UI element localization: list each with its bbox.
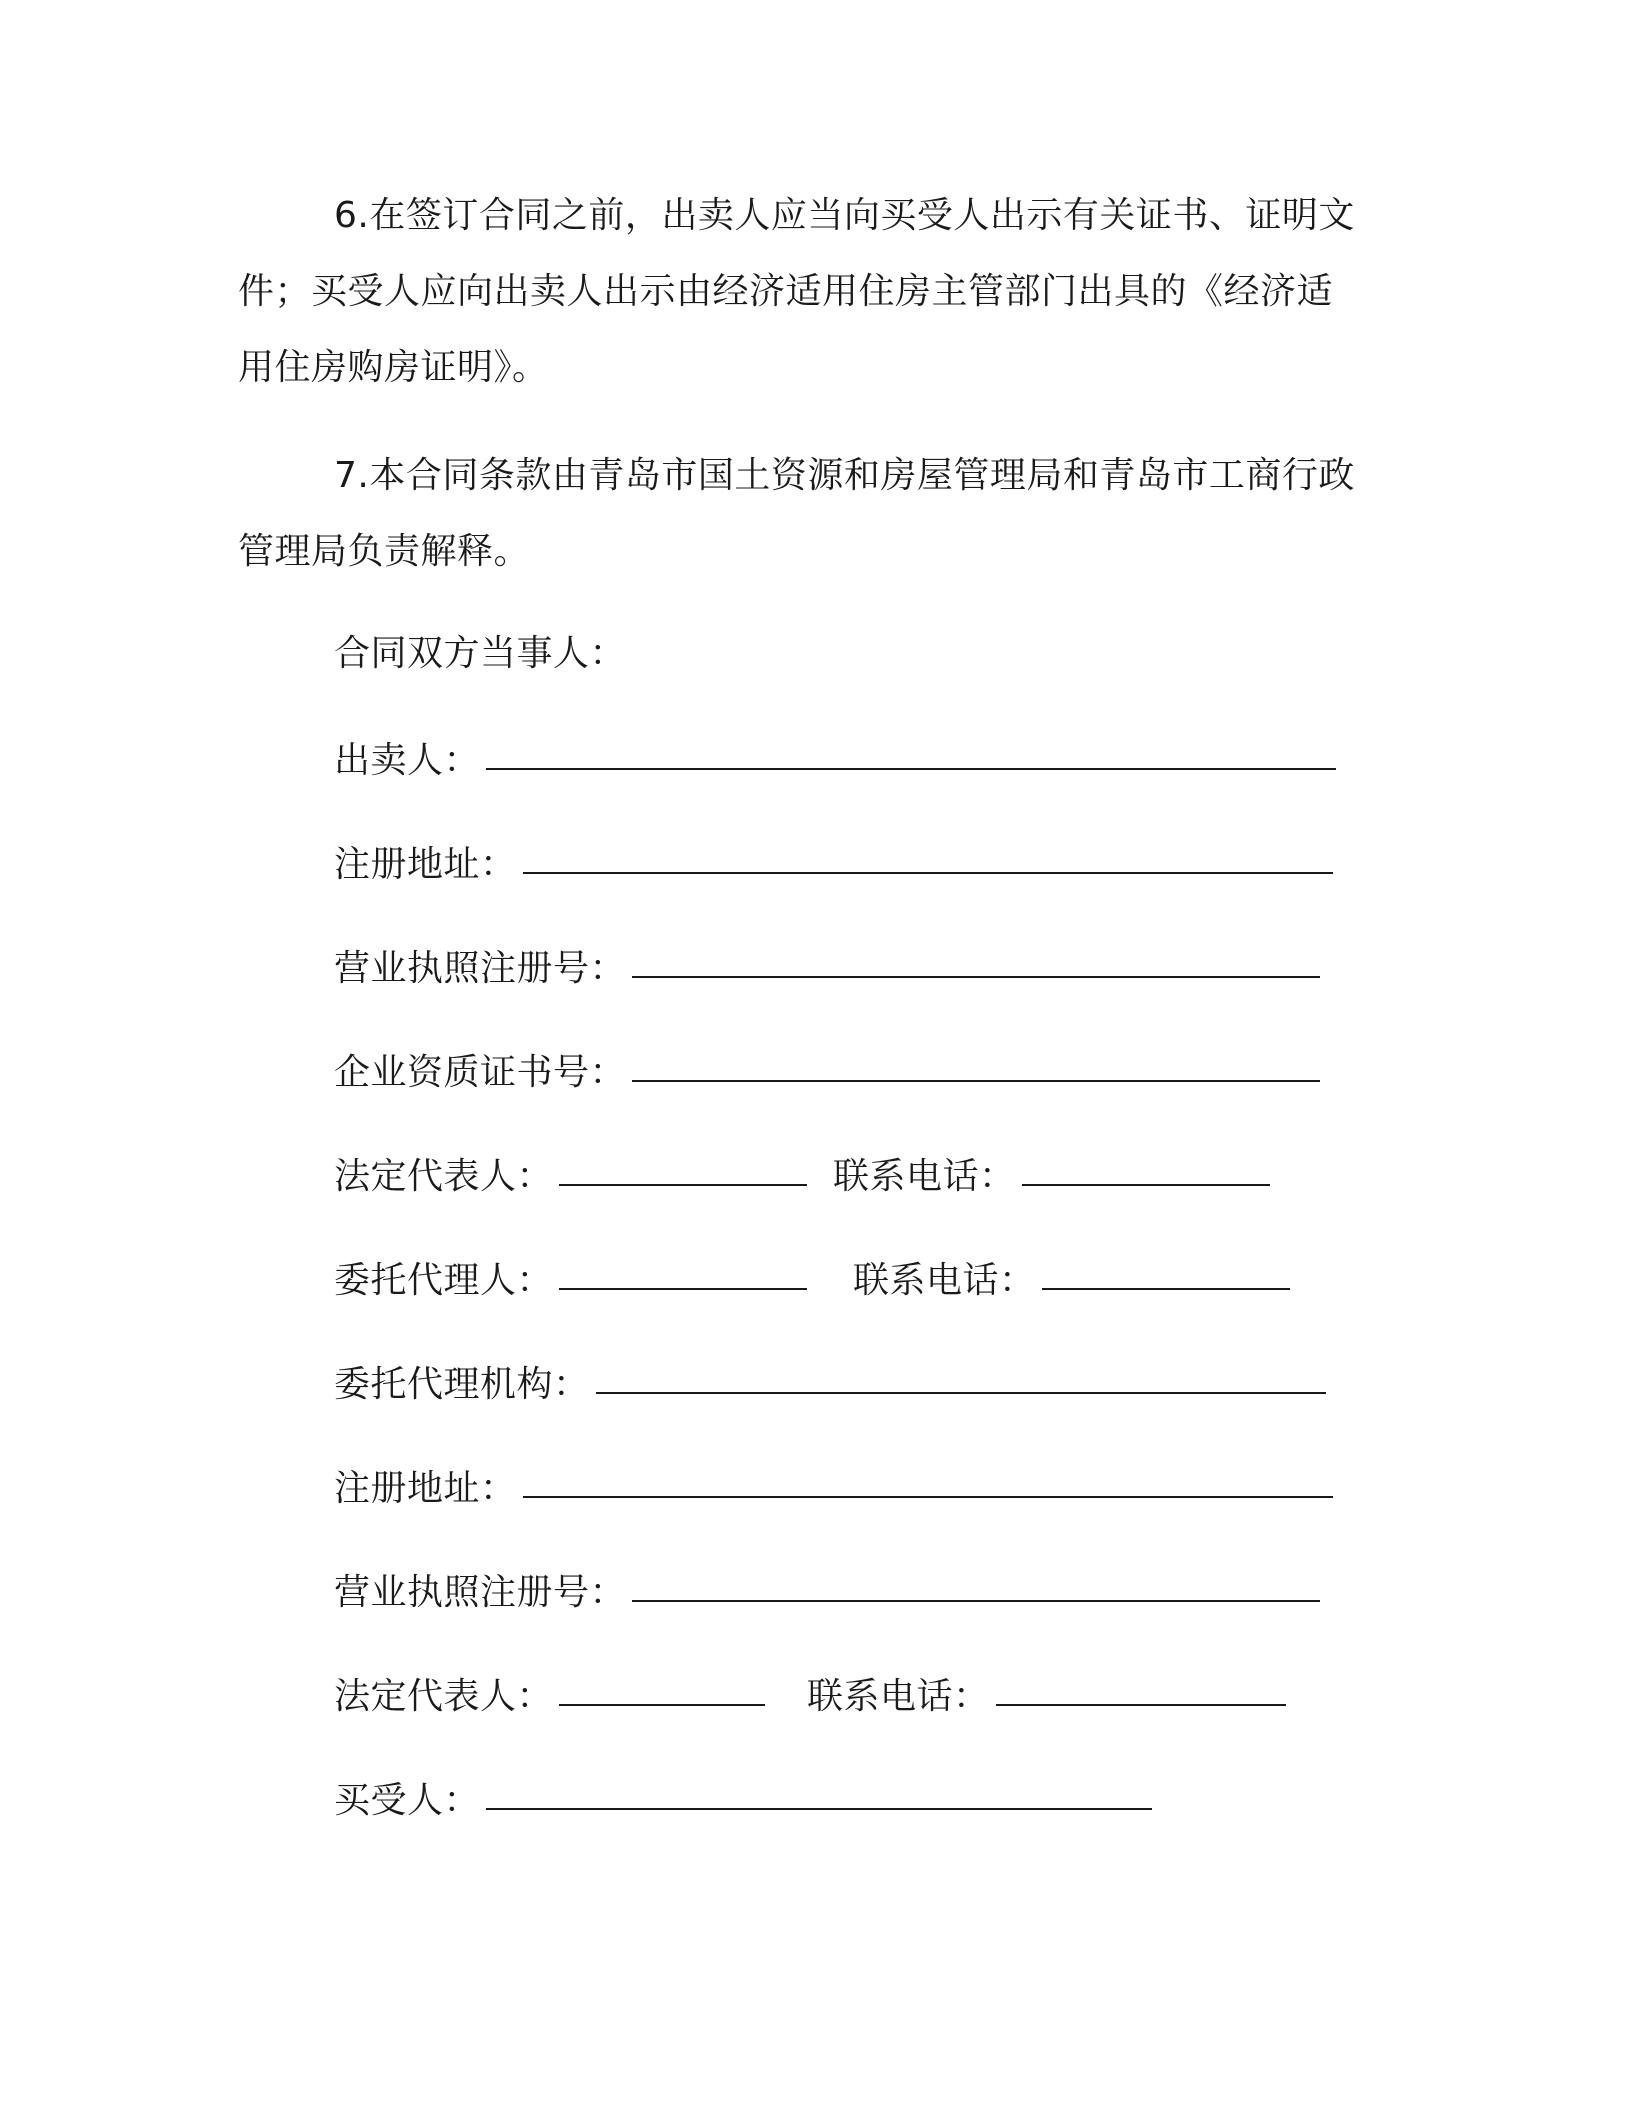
seller-legal-rep-row bbox=[334, 1146, 1270, 1206]
agency-address-row bbox=[334, 1458, 1333, 1518]
seller-blank[interactable] bbox=[486, 728, 1336, 770]
parties-heading-label: 合同双方当事人： bbox=[334, 633, 627, 674]
seller-agent-phone-label: 联系电话： bbox=[853, 1260, 1036, 1301]
agency-row bbox=[334, 1354, 1326, 1414]
seller-qualification-row bbox=[334, 1042, 1320, 1102]
seller-row bbox=[334, 730, 1336, 790]
seller-agent-phone-blank[interactable] bbox=[1042, 1248, 1290, 1290]
seller-label: 出卖人： bbox=[334, 740, 481, 781]
seller-qualification-blank[interactable] bbox=[632, 1040, 1320, 1082]
seller-qualification-label: 企业资质证书号： bbox=[334, 1052, 627, 1093]
agency-label: 委托代理机构： bbox=[334, 1364, 590, 1405]
seller-license-row bbox=[334, 938, 1320, 998]
agency-legal-rep-blank[interactable] bbox=[559, 1664, 765, 1706]
seller-phone-label: 联系电话： bbox=[833, 1156, 1016, 1197]
seller-address-blank[interactable] bbox=[523, 832, 1333, 874]
agency-address-label: 注册地址： bbox=[334, 1468, 517, 1509]
buyer-row bbox=[334, 1770, 1152, 1830]
agency-address-blank[interactable] bbox=[523, 1456, 1333, 1498]
parties-heading bbox=[334, 624, 626, 684]
clause-6: 6.在签订合同之前，出卖人应当向买受人出示有关证书、证明文件；买受人应向出卖人出示由经济适用住房主管部门出具的《经济适用住房购房证明》。 bbox=[238, 195, 1355, 388]
seller-license-blank[interactable] bbox=[632, 936, 1320, 978]
seller-address-row bbox=[334, 834, 1333, 894]
agency-license-label: 营业执照注册号： bbox=[334, 1572, 627, 1613]
seller-agent-blank[interactable] bbox=[559, 1248, 807, 1290]
clause-7: 7.本合同条款由青岛市国土资源和房屋管理局和青岛市工商行政管理局负责解释。 bbox=[238, 455, 1355, 572]
agency-phone-label: 联系电话： bbox=[807, 1676, 990, 1717]
seller-license-label: 营业执照注册号： bbox=[334, 948, 627, 989]
agency-license-blank[interactable] bbox=[632, 1560, 1320, 1602]
seller-legal-rep-label: 法定代表人： bbox=[334, 1156, 554, 1197]
seller-phone-blank[interactable] bbox=[1022, 1144, 1270, 1186]
agency-license-row bbox=[334, 1562, 1320, 1622]
agency-legal-rep-row bbox=[334, 1666, 1286, 1726]
agency-legal-rep-label: 法定代表人： bbox=[334, 1676, 554, 1717]
seller-legal-rep-blank[interactable] bbox=[559, 1144, 807, 1186]
buyer-blank[interactable] bbox=[486, 1768, 1152, 1810]
seller-agent-label: 委托代理人： bbox=[334, 1260, 554, 1301]
buyer-label: 买受人： bbox=[334, 1780, 481, 1821]
agency-blank[interactable] bbox=[596, 1352, 1326, 1394]
seller-agent-row bbox=[334, 1250, 1290, 1310]
seller-address-label: 注册地址： bbox=[334, 844, 517, 885]
agency-phone-blank[interactable] bbox=[996, 1664, 1286, 1706]
